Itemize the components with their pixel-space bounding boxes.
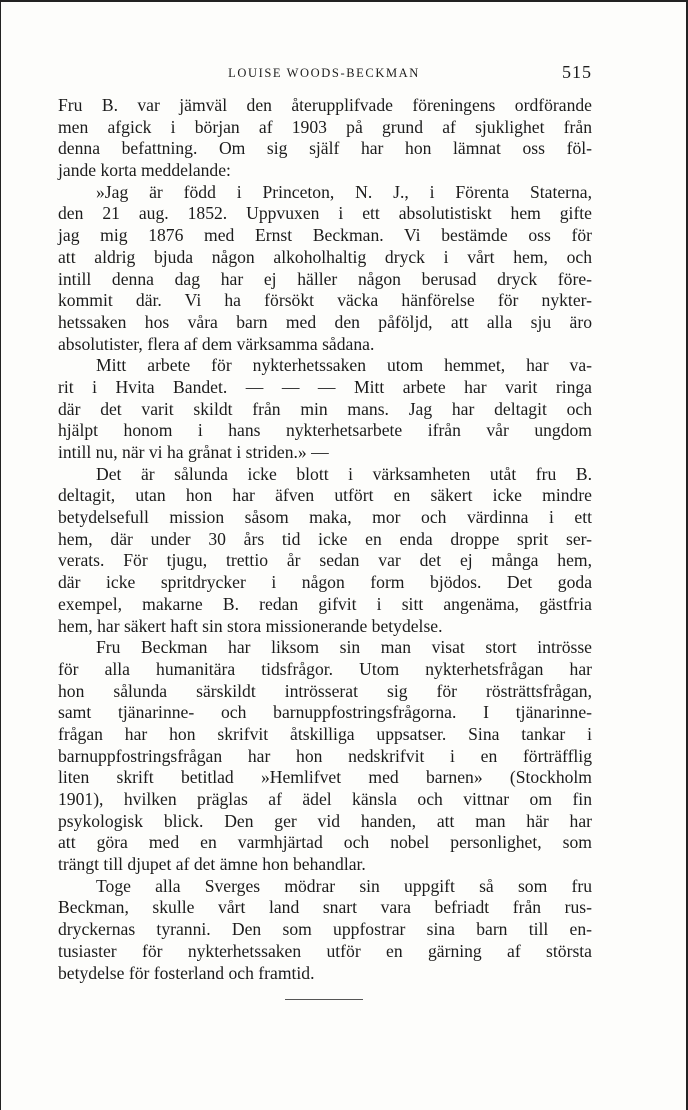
text-line: jag mig 1876 med Ernst Beckman. Vi bestämde oss för bbox=[58, 225, 592, 246]
paragraph bbox=[58, 876, 592, 984]
text-line: Mitt arbete för nykterhetssaken utom hemmet, har va- bbox=[96, 355, 592, 376]
text-line: rit i Hvita Bandet. — — — Mitt arbete har varit ringa bbox=[58, 376, 592, 397]
paragraph bbox=[58, 95, 592, 182]
text-line: att aldrig bjuda någon alkoholhaltig dryck i vårt hem, och bbox=[58, 246, 592, 267]
text-line: exempel, makarne B. redan gifvit i sitt angenäma, gästfria bbox=[58, 593, 592, 614]
text-line: betydelsefull mission såsom maka, mor och värdinna i ett bbox=[58, 507, 592, 528]
text-line: Fru B. var jämväl den återupplifvade föreningens ordförande bbox=[58, 95, 592, 115]
text-line: hem, har säkert haft sin stora missionerande betydelse. bbox=[58, 615, 443, 636]
text-line: Det är sålunda icke blott i värksamheten utåt fru B. bbox=[96, 463, 592, 484]
text-line: intill denna dag har ej häller någon berusad dryck före- bbox=[58, 268, 592, 289]
text-line: dryckernas tyranni. Den som uppfostrar sina barn till en- bbox=[58, 919, 592, 940]
text-line: denna befattning. Om sig själf har hon lämnat oss föl- bbox=[58, 138, 592, 159]
text-line: jande korta meddelande: bbox=[58, 160, 231, 181]
text-line: frågan har hon skrifvit åtskilliga uppsatser. Sina tankar i bbox=[58, 723, 592, 744]
text-line: hon sålunda särskildt intrösserat sig för rösträttsfrågan, bbox=[58, 680, 592, 701]
page-edge-left bbox=[0, 0, 1, 1110]
text-line: samt tjänarinne- och barnuppfostringsfrågorna. I tjänarinne- bbox=[58, 702, 592, 723]
text-line: intill nu, när vi ha grånat i striden.» — bbox=[58, 442, 329, 462]
text-line: liten skrift betitlad »Hemlifvet med barnen» (Stockholm bbox=[58, 767, 592, 788]
text-line: Beckman, skulle vårt land snart vara befriadt från rus- bbox=[58, 897, 592, 918]
paragraph bbox=[58, 464, 592, 638]
text-line: där det varit skildt från min mans. Jag har deltagit och bbox=[58, 398, 592, 419]
text-line: hem, där under 30 års tid icke en enda droppe sprit ser- bbox=[58, 528, 592, 549]
paragraph bbox=[58, 637, 592, 876]
running-head: LOUISE WOODS-BECKMAN bbox=[228, 66, 420, 80]
text-line: men afgick i början af 1903 på grund af sjuklighet från bbox=[58, 116, 592, 137]
text-line: »Jag är född i Princeton, N. J., i Förenta Staterna, bbox=[96, 181, 592, 202]
text-line: hjälpt honom i hans nykterhetsarbete ifrån vår ungdom bbox=[58, 420, 592, 441]
page-number: 515 bbox=[562, 62, 592, 82]
text-line: psykologisk blick. Den ger vid handen, att man här har bbox=[58, 810, 592, 831]
text-line: den 21 aug. 1852. Uppvuxen i ett absolutistiskt hem gifte bbox=[58, 203, 592, 224]
text-line: tusiaster för nykterhetssaken utför en gärning af största bbox=[58, 940, 592, 961]
end-rule bbox=[285, 999, 363, 1000]
paragraph bbox=[58, 182, 592, 356]
text-line: absolutister, flera af dem värksamma sådana. bbox=[58, 333, 375, 354]
text-line: betydelse för fosterland och framtid. bbox=[58, 962, 315, 983]
text-line: trängt till djupet af det ämne hon behandlar. bbox=[58, 854, 366, 875]
text-line: 1901), hvilken präglas af ädel känsla och vittnar om fin bbox=[58, 789, 592, 809]
text-line: att göra med en varmhjärtad och nobel personlighet, som bbox=[58, 832, 592, 853]
text-line: kommit där. Vi ha försökt väcka hänförelse för nykter- bbox=[58, 290, 592, 311]
text-line: barnuppfostringsfrågan har hon nedskrifvit i en förträfflig bbox=[58, 745, 592, 766]
text-line: där icke spritdrycker i någon form bjödos. Det goda bbox=[58, 572, 592, 593]
page-header bbox=[56, 62, 592, 86]
page-edge-top bbox=[0, 0, 688, 2]
text-line: Toge alla Sverges mödrar sin uppgift så som fru bbox=[96, 875, 592, 896]
body-text bbox=[58, 95, 592, 984]
text-line: verats. För tjugu, trettio år sedan var det ej många hem, bbox=[58, 550, 592, 571]
text-line: Fru Beckman har liksom sin man visat stort intrösse bbox=[96, 637, 592, 658]
text-line: hetssaken hos våra barn med den påföljd, att alla sju äro bbox=[58, 311, 592, 332]
text-line: deltagit, utan hon har äfven utfört en säkert icke mindre bbox=[58, 485, 592, 506]
text-line: för alla humanitära tidsfrågor. Utom nykterhetsfrågan har bbox=[58, 658, 592, 679]
paragraph bbox=[58, 355, 592, 463]
